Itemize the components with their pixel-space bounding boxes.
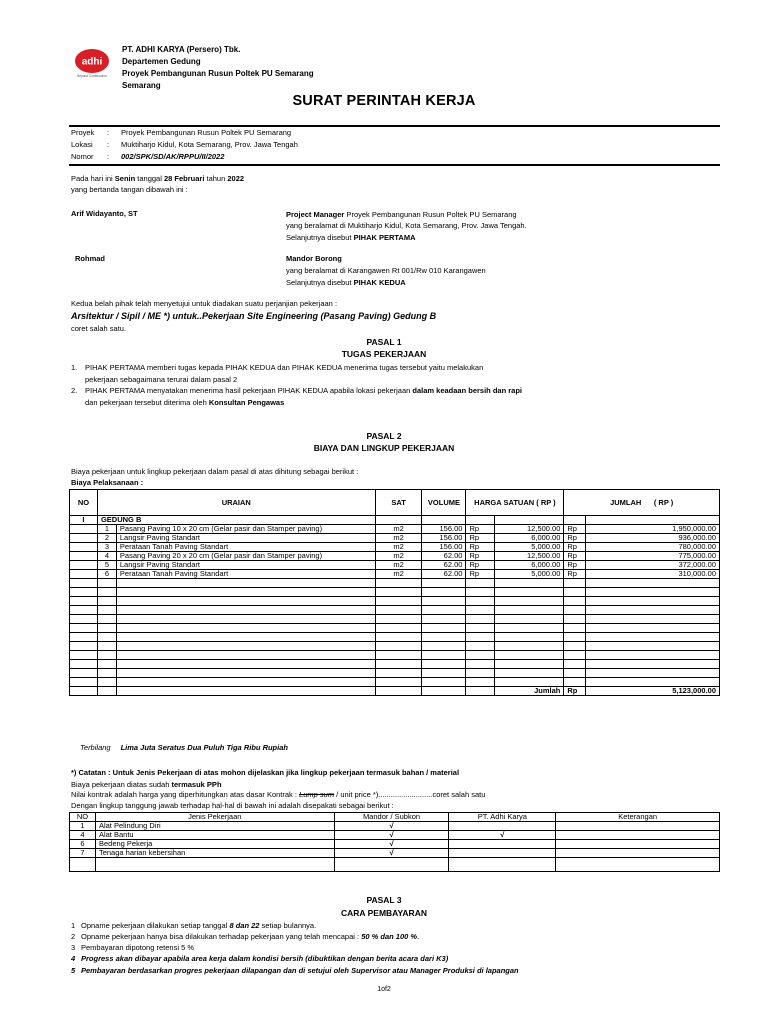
empty-cell: [70, 588, 98, 597]
company-project: Proyek Pembangunan Rusun Poltek PU Semarang: [122, 69, 314, 78]
empty-cell: [495, 597, 564, 606]
empty-cell: [97, 669, 116, 678]
resp-adhi-check: [449, 840, 556, 849]
empty-cell: [495, 660, 564, 669]
total-label: Jumlah: [495, 687, 564, 696]
empty-cell: [375, 651, 422, 660]
responsibility-table-blank: [70, 858, 720, 872]
row-spacer: [70, 543, 98, 552]
empty-cell: [97, 651, 116, 660]
empty-cell: [116, 660, 375, 669]
row-spacer: [70, 534, 98, 543]
note-line-3: Nilai kontrak adalah harga yang diperhitungkan atas dasar Kontrak : Lump sum / unit price *)..........................coret salah satu: [71, 790, 486, 799]
empty-cell: [116, 588, 375, 597]
empty-cell: [466, 588, 495, 597]
row-no: 4: [97, 552, 116, 561]
empty-cell: [70, 597, 98, 606]
empty-cell: [466, 579, 495, 588]
cost-table-total: [70, 687, 720, 696]
cost-table-row: [70, 543, 720, 552]
empty-cell: [422, 660, 466, 669]
row-spacer: [70, 561, 98, 570]
row-volume: 156.00: [422, 525, 466, 534]
row-sat: m2: [375, 570, 422, 579]
pasal1-item-1-cont: pekerjaan sebagaimana terurai dalam pasal 2: [85, 375, 238, 384]
responsibility-row: [70, 849, 720, 858]
party-second-alias: Selanjutnya disebut PIHAK KEDUA: [286, 278, 406, 287]
pasal3-item-3: 3 Pembayaran dipotong retensi 5 %: [71, 943, 194, 952]
empty-cell: [495, 606, 564, 615]
agreement-line-3: coret salah satu.: [71, 324, 127, 333]
empty-cell: [422, 606, 466, 615]
empty-cell: [466, 624, 495, 633]
party-first-address: yang beralamat di Muktiharjo Kidul, Kota Semarang, Prov. Jawa Tengah.: [286, 221, 527, 230]
party-second-name: Rohmad: [75, 254, 105, 263]
row-sat: m2: [375, 552, 422, 561]
row-total: 372,000.00: [586, 561, 720, 570]
cost-table-row: [70, 525, 720, 534]
empty-cell: [97, 597, 116, 606]
resp-adhi-check: [449, 849, 556, 858]
row-price: 12,500.00: [495, 525, 564, 534]
row-no: 3: [97, 543, 116, 552]
group-name: GEDUNG B: [97, 516, 375, 525]
resp-header-no: NO: [70, 813, 96, 822]
row-no: 6: [97, 570, 116, 579]
row-desc: Pasang Paving 10 x 20 cm (Gelar pasir dan Stamper paving): [116, 525, 375, 534]
intro-line-1: Pada hari ini Senin tanggal 28 Februari tahun 2022: [71, 174, 245, 183]
row-sat: m2: [375, 525, 422, 534]
resp-adhi-check: √: [449, 831, 556, 840]
note-line-4: Dengan lingkup tanggung jawab terhadap hal-hal di bawah ini adalah disepakati sebagai berikut :: [71, 801, 394, 810]
cost-table-empty-row: [70, 633, 720, 642]
row-volume: 156.00: [422, 543, 466, 552]
row-price: 5,000.00: [495, 543, 564, 552]
empty-cell: [466, 660, 495, 669]
cost-table-empty-row: [70, 669, 720, 678]
resp-no: 1: [70, 822, 96, 831]
empty-cell: [422, 624, 466, 633]
empty-cell: [586, 678, 720, 687]
meta-number: Nomor : 002/SPK/SD/AK/RPPU/II/2022: [71, 152, 225, 161]
row-price-currency: Rp: [466, 570, 495, 579]
pasal3-subtitle: CARA PEMBAYARAN: [341, 908, 427, 918]
pasal3-item-1: 1 Opname pekerjaan dilakukan setiap tanggal 8 dan 22 setiap bulannya.: [71, 921, 317, 930]
row-desc: Perataan Tanah Paving Standart: [116, 543, 375, 552]
row-total-currency: Rp: [564, 552, 586, 561]
empty-cell: [375, 624, 422, 633]
agreement-line-2: Arsitektur / Sipil / ME *) untuk..Pekerjaan Site Engineering (Pasang Paving) Gedung B: [71, 311, 437, 321]
empty-cell: [466, 606, 495, 615]
row-spacer: [70, 525, 98, 534]
meta-project: Proyek : Proyek Pembangunan Rusun Poltek PU Semarang: [71, 128, 292, 137]
cost-table-row: [70, 570, 720, 579]
resp-ket: [556, 831, 720, 840]
resp-ket: [556, 849, 720, 858]
cost-table-empty-row: [70, 597, 720, 606]
empty-cell: [495, 579, 564, 588]
pasal3-item-5: 5 Pembayaran berdasarkan progres pekerjaan dilapangan dan di setujui oleh Supervisor atau Manager Produksi di lapangan: [71, 966, 519, 975]
empty-cell: [116, 651, 375, 660]
resp-no: 7: [70, 849, 96, 858]
empty-cell: [97, 678, 116, 687]
empty-cell: [564, 597, 586, 606]
resp-mandor-check: √: [334, 849, 449, 858]
company-name: PT. ADHI KARYA (Persero) Tbk.: [122, 45, 241, 54]
row-price-currency: Rp: [466, 543, 495, 552]
cost-table-group: [70, 516, 720, 525]
row-desc: Langsir Paving Standart: [116, 534, 375, 543]
resp-header-job: Jenis Pekerjaan: [95, 813, 334, 822]
empty-cell: [564, 624, 586, 633]
row-total-currency: Rp: [564, 561, 586, 570]
empty-cell: [375, 642, 422, 651]
resp-ket: [556, 822, 720, 831]
responsibility-table-body: [70, 822, 720, 858]
pasal1-item-1: 1. PIHAK PERTAMA memberi tugas kepada PIHAK KEDUA dan PIHAK KEDUA menerima tugas tersebut yaitu melakukan: [71, 363, 484, 372]
meta-location: Lokasi : Muktiharjo Kidul, Kota Semarang, Prov. Jawa Tengah: [71, 140, 298, 149]
row-price: 5,000.00: [495, 570, 564, 579]
pasal2-title: PASAL 2: [366, 431, 402, 441]
empty-cell: [564, 615, 586, 624]
resp-header-adhi: PT. Adhi Karya: [449, 813, 556, 822]
empty-cell: [70, 678, 98, 687]
empty-cell: [70, 633, 98, 642]
responsibility-row: [70, 822, 720, 831]
cost-table-empty-row: [70, 615, 720, 624]
resp-job: Alat Pelindung Diri: [95, 822, 334, 831]
row-sat: m2: [375, 561, 422, 570]
pasal2-subtitle: BIAYA DAN LINGKUP PEKERJAAN: [313, 443, 455, 453]
pasal1-item-2: 2. PIHAK PERTAMA menyatakan menerima hasil pekerjaan PIHAK KEDUA apabila lokasi pekerjaan dalam keadaan bersih dan rapi: [71, 386, 523, 395]
pasal3-item-4: 4 Progress akan dibayar apabila area kerja dalam kondisi bersih (dibuktikan dengan berita acara dari K3): [71, 954, 449, 963]
empty-cell: [375, 606, 422, 615]
responsibility-table: [69, 812, 720, 872]
resp-no: 6: [70, 840, 96, 849]
row-volume: 62.00: [422, 570, 466, 579]
cost-table-body: [70, 525, 720, 687]
empty-cell: [466, 678, 495, 687]
row-total-currency: Rp: [564, 570, 586, 579]
empty-cell: [495, 642, 564, 651]
total-value: 5,123,000.00: [586, 687, 720, 696]
cost-table-empty-row: [70, 588, 720, 597]
empty-cell: [495, 588, 564, 597]
empty-cell: [70, 660, 98, 669]
header-uraian: URAIAN: [97, 490, 375, 516]
row-price-currency: Rp: [466, 534, 495, 543]
note-line-1: *) Catatan : Untuk Jenis Pekerjaan di atas mohon dijelaskan jika lingkup pekerjaan termasuk bahan / material: [71, 768, 460, 777]
empty-cell: [586, 669, 720, 678]
note-line-2: Biaya pekerjaan diatas sudah termasuk PPh: [71, 780, 222, 789]
row-desc: Langsir Paving Standart: [116, 561, 375, 570]
empty-cell: [97, 615, 116, 624]
row-sat: m2: [375, 543, 422, 552]
row-spacer: [70, 552, 98, 561]
empty-cell: [495, 669, 564, 678]
resp-mandor-check: √: [334, 831, 449, 840]
cost-table-empty-row: [70, 642, 720, 651]
empty-cell: [466, 633, 495, 642]
empty-cell: [375, 633, 422, 642]
cost-table-empty-row: [70, 606, 720, 615]
empty-cell: [116, 633, 375, 642]
row-volume: 156.00: [422, 534, 466, 543]
empty-cell: [70, 642, 98, 651]
empty-cell: [564, 678, 586, 687]
empty-cell: [375, 579, 422, 588]
empty-cell: [586, 588, 720, 597]
row-price: 6,000.00: [495, 561, 564, 570]
resp-mandor-check: √: [334, 840, 449, 849]
empty-cell: [422, 597, 466, 606]
row-total-currency: Rp: [564, 525, 586, 534]
group-no: I: [70, 516, 98, 525]
cost-table: [69, 489, 720, 696]
cost-table-header: [70, 490, 720, 516]
resp-header-mandor: Mandor / Subkon: [334, 813, 449, 822]
resp-adhi-check: [449, 822, 556, 831]
empty-cell: [422, 651, 466, 660]
empty-cell: [495, 678, 564, 687]
empty-cell: [564, 579, 586, 588]
page-number: 1of2: [377, 986, 391, 993]
empty-cell: [422, 678, 466, 687]
resp-header-ket: Keterangan: [556, 813, 720, 822]
responsibility-row: [70, 831, 720, 840]
pasal2-line-1: Biaya pekerjaan untuk lingkup pekerjaan dalam pasal di atas dihitung sebagai berikut :: [71, 467, 359, 476]
cost-table-empty-row: [70, 660, 720, 669]
empty-cell: [586, 642, 720, 651]
empty-cell: [564, 588, 586, 597]
empty-cell: [116, 669, 375, 678]
empty-cell: [466, 642, 495, 651]
empty-cell: [116, 678, 375, 687]
header-no: NO: [70, 490, 98, 516]
empty-cell: [116, 597, 375, 606]
empty-cell: [564, 633, 586, 642]
empty-cell: [586, 606, 720, 615]
empty-cell: [97, 588, 116, 597]
row-total: 936,000.00: [586, 534, 720, 543]
document-title: SURAT PERINTAH KERJA: [292, 93, 476, 109]
cost-table-row: [70, 561, 720, 570]
empty-cell: [97, 624, 116, 633]
row-volume: 62.00: [422, 552, 466, 561]
empty-cell: [586, 633, 720, 642]
empty-cell: [422, 669, 466, 678]
empty-cell: [97, 642, 116, 651]
row-no: 5: [97, 561, 116, 570]
header-volume: VOLUME: [422, 490, 466, 516]
empty-cell: [564, 606, 586, 615]
row-total: 1,950,000.00: [586, 525, 720, 534]
empty-cell: [422, 633, 466, 642]
pasal1-subtitle: TUGAS PEKERJAAN: [341, 349, 427, 359]
header-sat: SAT: [375, 490, 422, 516]
party-first-role: Project Manager Proyek Pembangunan Rusun Poltek PU Semarang: [286, 210, 517, 219]
cost-table-empty-row: [70, 678, 720, 687]
row-no: 1: [97, 525, 116, 534]
empty-cell: [586, 651, 720, 660]
empty-cell: [422, 615, 466, 624]
intro-line-2: yang bertanda tangan dibawah ini :: [71, 185, 188, 194]
row-sat: m2: [375, 534, 422, 543]
resp-job: Tenaga harian kebersihan: [95, 849, 334, 858]
cost-table-empty-row: [70, 624, 720, 633]
empty-cell: [564, 642, 586, 651]
empty-cell: [466, 651, 495, 660]
pasal2-line-2: Biaya Pelaksanaan :: [71, 478, 144, 487]
party-first-alias: Selanjutnya disebut PIHAK PERTAMA: [286, 233, 416, 242]
row-total: 310,000.00: [586, 570, 720, 579]
party-first-name: Arif Widayanto, ST: [71, 209, 138, 218]
row-no: 2: [97, 534, 116, 543]
row-volume: 62.00: [422, 561, 466, 570]
terbilang: Terbilang Lima Juta Seratus Dua Puluh Tiga Ribu Rupiah: [80, 743, 288, 752]
empty-cell: [116, 579, 375, 588]
cost-table-row: [70, 552, 720, 561]
company-info: [122, 44, 314, 92]
empty-cell: [97, 579, 116, 588]
responsibility-row: [70, 840, 720, 849]
cost-table-empty-row: [70, 651, 720, 660]
empty-cell: [422, 579, 466, 588]
resp-job: Bedeng Pekerja: [95, 840, 334, 849]
empty-cell: [495, 651, 564, 660]
empty-cell: [375, 588, 422, 597]
divider-top: [69, 125, 720, 127]
empty-cell: [70, 624, 98, 633]
empty-cell: [70, 651, 98, 660]
row-total: 775,000.00: [586, 552, 720, 561]
empty-cell: [586, 615, 720, 624]
empty-cell: [375, 660, 422, 669]
company-logo: [73, 48, 111, 78]
empty-cell: [466, 669, 495, 678]
responsibility-table-header: [70, 813, 720, 822]
empty-cell: [116, 615, 375, 624]
row-spacer: [70, 570, 98, 579]
party-second-role: Mandor Borong: [286, 254, 342, 263]
empty-cell: [586, 597, 720, 606]
cost-table-row: [70, 534, 720, 543]
empty-cell: [97, 633, 116, 642]
empty-cell: [97, 606, 116, 615]
resp-ket: [556, 840, 720, 849]
empty-cell: [375, 597, 422, 606]
row-price: 12,500.00: [495, 552, 564, 561]
empty-cell: [564, 669, 586, 678]
row-price-currency: Rp: [466, 561, 495, 570]
header-jumlah: JUMLAH ( RP ): [564, 490, 720, 516]
row-price-currency: Rp: [466, 552, 495, 561]
empty-cell: [116, 624, 375, 633]
empty-cell: [564, 660, 586, 669]
empty-cell: [97, 660, 116, 669]
empty-cell: [375, 615, 422, 624]
row-price: 6,000.00: [495, 534, 564, 543]
company-city: Semarang: [122, 81, 161, 90]
empty-cell: [70, 615, 98, 624]
row-total-currency: Rp: [564, 534, 586, 543]
empty-cell: [422, 642, 466, 651]
empty-cell: [116, 642, 375, 651]
empty-cell: [422, 588, 466, 597]
pasal3-item-2: 2 Opname pekerjaan hanya bisa dilakukan terhadap pekerjaan yang telah mencapai : 50 % dan 100 %.: [71, 932, 420, 941]
empty-cell: [466, 615, 495, 624]
party-second-address: yang beralamat di Karangawen Rt 001/Rw 010 Karangawen: [286, 266, 486, 275]
empty-cell: [564, 651, 586, 660]
pasal3-title: PASAL 3: [366, 895, 402, 905]
row-total-currency: Rp: [564, 543, 586, 552]
empty-cell: [586, 624, 720, 633]
divider-meta: [69, 164, 720, 166]
empty-cell: [70, 669, 98, 678]
agreement-line-1: Kedua belah pihak telah menyetujui untuk diadakan suatu perjanjian pekerjaan :: [71, 299, 338, 308]
header-harga: HARGA SATUAN ( RP ): [466, 490, 564, 516]
empty-cell: [70, 579, 98, 588]
empty-cell: [586, 660, 720, 669]
row-total: 780,000.00: [586, 543, 720, 552]
resp-no: 4: [70, 831, 96, 840]
cost-table-empty-row: [70, 579, 720, 588]
empty-cell: [375, 678, 422, 687]
empty-cell: [466, 597, 495, 606]
empty-cell: [495, 615, 564, 624]
company-department: Departemen Gedung: [122, 57, 201, 66]
row-desc: Pasang Paving 20 x 20 cm (Gelar pasir dan Stamper paving): [116, 552, 375, 561]
empty-cell: [495, 624, 564, 633]
row-desc: Perataan Tanah Paving Standart: [116, 570, 375, 579]
empty-cell: [586, 579, 720, 588]
resp-job: Alat Bantu: [95, 831, 334, 840]
empty-cell: [495, 633, 564, 642]
row-price-currency: Rp: [466, 525, 495, 534]
empty-cell: [375, 669, 422, 678]
empty-cell: [70, 606, 98, 615]
pasal1-item-2-cont: dan pekerjaan tersebut diterima oleh Konsultan Pengawas: [85, 398, 285, 407]
pasal1-title: PASAL 1: [366, 337, 402, 347]
logo-subtext: Beyond Construction: [77, 74, 107, 78]
resp-mandor-check: √: [334, 822, 449, 831]
logo-text: adhi: [81, 56, 103, 68]
total-rp: Rp: [564, 687, 586, 696]
empty-cell: [116, 606, 375, 615]
